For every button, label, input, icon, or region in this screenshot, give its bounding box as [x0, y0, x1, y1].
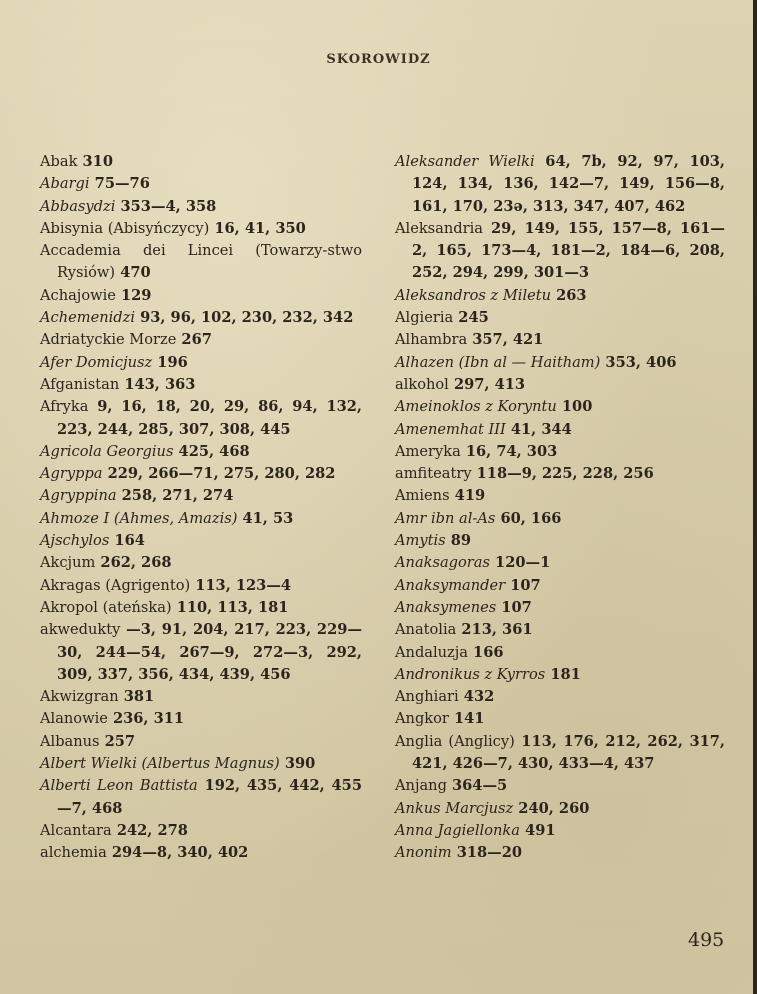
index-entry	[395, 708, 725, 730]
index-entry	[40, 352, 362, 374]
index-term: Ameryka	[395, 442, 461, 460]
index-term: Alcantara	[40, 821, 112, 839]
index-entry	[395, 798, 725, 820]
index-entry	[395, 329, 725, 351]
index-page-refs: 75—76	[89, 175, 150, 193]
index-term: Amenemhat III	[395, 420, 506, 438]
index-entry	[395, 508, 725, 530]
index-term: Albanus	[40, 732, 100, 750]
index-entry	[395, 374, 725, 396]
index-page-refs: 262, 268	[95, 554, 172, 572]
index-page-refs: 364—5	[446, 777, 508, 795]
index-page-refs: 166	[467, 643, 504, 661]
index-term: Akcjum	[40, 554, 96, 572]
index-page-refs: 41, 53	[237, 509, 294, 527]
index-page-refs: 353, 406	[600, 353, 677, 371]
index-page-refs: 192, 435, 442, 455—7, 468	[57, 777, 362, 817]
index-page-refs: 310	[77, 153, 113, 170]
index-term: Akwizgran	[40, 688, 119, 706]
index-term: Amytis	[395, 532, 446, 550]
index-entry	[395, 552, 725, 574]
index-page-refs: 213, 361	[456, 621, 533, 639]
index-page-refs: 100	[556, 398, 593, 416]
scan-edge	[753, 0, 757, 994]
index-entry	[395, 619, 725, 641]
index-term: Anjang	[395, 777, 447, 795]
index-entry	[395, 307, 725, 329]
index-page-refs: 16, 74, 303	[460, 442, 558, 460]
index-entry	[395, 151, 725, 218]
index-term: Algieria	[395, 309, 454, 327]
index-page-refs: 263	[551, 286, 587, 304]
index-entry	[40, 218, 362, 240]
index-page-refs: 357, 421	[467, 331, 544, 349]
index-entry	[40, 396, 362, 441]
index-page-refs: 64, 7b, 92, 97, 103, 124, 134, 136, 142—7, 149, 156—8, 161, 170, 23ə, 313, 347, 407, 462	[412, 153, 725, 215]
index-entry	[40, 329, 362, 351]
index-entry	[40, 708, 362, 730]
index-term: Anonim	[395, 844, 452, 862]
index-term: amfiteatry	[395, 465, 472, 483]
index-page-refs: 16, 41, 350	[209, 219, 306, 237]
index-entry	[395, 686, 725, 708]
index-entry	[40, 285, 362, 307]
index-term: Abargi	[40, 175, 90, 193]
index-term: Angkor	[395, 710, 449, 728]
index-term: Alberti Leon Battista	[40, 777, 198, 795]
index-term: Accademia dei Lincei (Towarzy-stwo Rysiów)	[40, 242, 362, 282]
index-entry	[40, 530, 362, 552]
index-entry	[40, 508, 362, 530]
index-term: Afer Domicjusz	[40, 353, 153, 371]
index-term: Aleksandros z Miletu	[395, 286, 552, 304]
index-term: Adriatyckie Morze	[40, 331, 177, 349]
index-term: Akropol (ateńska)	[40, 598, 172, 616]
index-page-refs: 120—1	[489, 554, 551, 572]
index-term: Amr ibn al-As	[395, 509, 496, 527]
index-term: Akragas (Agrigento)	[40, 576, 191, 594]
index-entry	[395, 463, 725, 485]
index-term: akwedukty	[40, 621, 121, 639]
index-page-refs: 143, 363	[119, 375, 196, 393]
index-page-refs: 267	[176, 331, 212, 349]
index-page-refs: 181	[545, 665, 581, 683]
index-term: Afganistan	[40, 375, 120, 393]
index-entry	[40, 441, 362, 463]
index-entry	[40, 552, 362, 574]
index-page-refs: 257	[99, 732, 136, 750]
index-page-refs: 118—9, 225, 228, 256	[471, 465, 654, 483]
index-entry	[40, 575, 362, 597]
index-term: Anghiari	[395, 688, 459, 706]
index-page-refs: 390	[279, 755, 316, 773]
index-term: Ankus Marcjusz	[395, 799, 514, 817]
index-page-refs: —3, 91, 204, 217, 223, 229—30, 244—54, 267—9, 272—3, 292, 309, 337, 356, 434, 439, 456	[57, 621, 362, 683]
index-entry	[395, 642, 725, 664]
index-page-refs: 294—8, 340, 402	[106, 844, 249, 862]
running-header: SKOROWIDZ	[326, 52, 431, 67]
index-entry	[40, 463, 362, 485]
index-page-refs: 93, 96, 102, 230, 232, 342	[135, 309, 354, 327]
index-page-refs: 60, 166	[495, 509, 562, 527]
index-entry	[395, 285, 725, 307]
index-entry	[40, 173, 362, 195]
index-entry	[40, 307, 362, 329]
index-entry	[395, 419, 725, 441]
index-page-refs: 164	[109, 532, 145, 550]
index-page-refs: 110, 113, 181	[171, 598, 289, 616]
index-term: Albert Wielki (Albertus Magnus)	[40, 755, 280, 773]
index-entry	[40, 820, 362, 842]
index-term: Andronikus z Kyrros	[395, 665, 546, 683]
index-page-refs: 236, 311	[107, 710, 185, 728]
index-page-refs: 29, 149, 155, 157—8, 161—2, 165, 173—4, 181—2, 184—6, 208, 252, 294, 299, 301—3	[412, 219, 725, 282]
index-entry	[395, 218, 725, 285]
index-term: Agryppa	[40, 465, 103, 483]
index-page-refs: 41, 344	[505, 420, 572, 438]
index-entry	[395, 597, 725, 619]
index-term: Alhazen (Ibn al — Haitham)	[395, 353, 601, 371]
index-page-refs: 425, 468	[173, 442, 250, 460]
index-entry	[40, 240, 362, 285]
index-page-refs: 318—20	[451, 844, 523, 862]
index-page-refs: 107	[505, 576, 541, 594]
index-entry	[40, 842, 362, 864]
index-entry	[395, 352, 725, 374]
index-term: Anatolia	[395, 621, 457, 639]
index-term: Anglia (Anglicy)	[395, 732, 515, 750]
index-page-refs: 381	[118, 688, 155, 706]
index-term: Abbasydzi	[40, 197, 116, 215]
index-term: Ajschylos	[40, 532, 110, 550]
index-page-refs: 107	[496, 598, 532, 616]
index-term: Abisynia (Abisyńczycy)	[40, 219, 210, 237]
index-page-refs: 353—4, 358	[115, 197, 217, 215]
index-entry	[395, 731, 725, 776]
index-page-refs: 129	[115, 286, 152, 304]
index-term: Achemenidzi	[40, 309, 135, 327]
index-term: Agryppina	[40, 487, 117, 505]
index-entry	[40, 753, 362, 775]
index-page-refs: 297, 413	[448, 375, 526, 393]
index-term: Anaksymander	[395, 576, 506, 594]
index-term: Ameinoklos z Koryntu	[395, 398, 557, 416]
index-entry	[395, 396, 725, 418]
index-term: Andaluzja	[395, 643, 468, 661]
index-entry	[40, 731, 362, 753]
index-column-right	[395, 151, 725, 865]
index-entry	[395, 842, 725, 864]
index-term: Agricola Georgius	[40, 442, 174, 460]
index-page-refs: 229, 266—71, 275, 280, 282	[102, 465, 336, 483]
index-page-refs: 141	[448, 710, 485, 728]
index-page-refs: 9, 16, 18, 20, 29, 86, 94, 132, 223, 244, 285, 307, 308, 445	[57, 398, 362, 438]
index-entry	[395, 575, 725, 597]
index-page-refs: 432	[458, 688, 495, 706]
index-term: Amiens	[395, 487, 450, 505]
index-term: Afryka	[40, 398, 89, 416]
index-entry	[395, 820, 725, 842]
index-page-refs: 242, 278	[111, 821, 188, 839]
index-term: Ahmoze I (Ahmes, Amazis)	[40, 509, 238, 527]
index-entry	[40, 151, 362, 173]
index-term: Aleksander Wielki	[395, 153, 535, 170]
index-term: Alanowie	[40, 710, 108, 728]
index-entry	[40, 619, 362, 686]
index-entry	[395, 485, 725, 507]
index-page-refs: 470	[115, 264, 151, 282]
index-column-left	[40, 151, 362, 865]
index-page-refs: 491	[519, 821, 556, 839]
index-entry	[40, 775, 362, 820]
index-term: Anaksymenes	[395, 598, 497, 616]
index-entry	[395, 441, 725, 463]
index-term: Abak	[40, 153, 78, 170]
index-entry	[395, 664, 725, 686]
index-entry	[40, 196, 362, 218]
index-term: Alhambra	[395, 331, 468, 349]
index-term: Anaksagoras	[395, 554, 490, 572]
index-page-refs: 113, 123—4	[190, 576, 292, 594]
index-page-refs: 245	[453, 309, 489, 327]
index-entry	[395, 530, 725, 552]
index-term: Achajowie	[40, 286, 116, 304]
index-page-refs: 240, 260	[513, 799, 590, 817]
index-entry	[40, 374, 362, 396]
index-entry	[40, 597, 362, 619]
index-entry	[40, 686, 362, 708]
index-term: alkohol	[395, 375, 449, 393]
index-term: alchemia	[40, 844, 107, 862]
index-page-refs: 113, 176, 212, 262, 317, 421, 426—7, 430, 433—4, 437	[412, 732, 726, 773]
index-entry	[395, 775, 725, 797]
index-page-refs: 89	[445, 532, 472, 550]
index-page-refs: 258, 271, 274	[116, 487, 234, 505]
page-number: 495	[688, 929, 725, 951]
index-term: Aleksandria	[395, 219, 483, 237]
index-page-refs: 419	[449, 487, 486, 505]
index-entry	[40, 485, 362, 507]
index-page-refs: 196	[152, 353, 188, 371]
index-term: Anna Jagiellonka	[395, 821, 520, 839]
